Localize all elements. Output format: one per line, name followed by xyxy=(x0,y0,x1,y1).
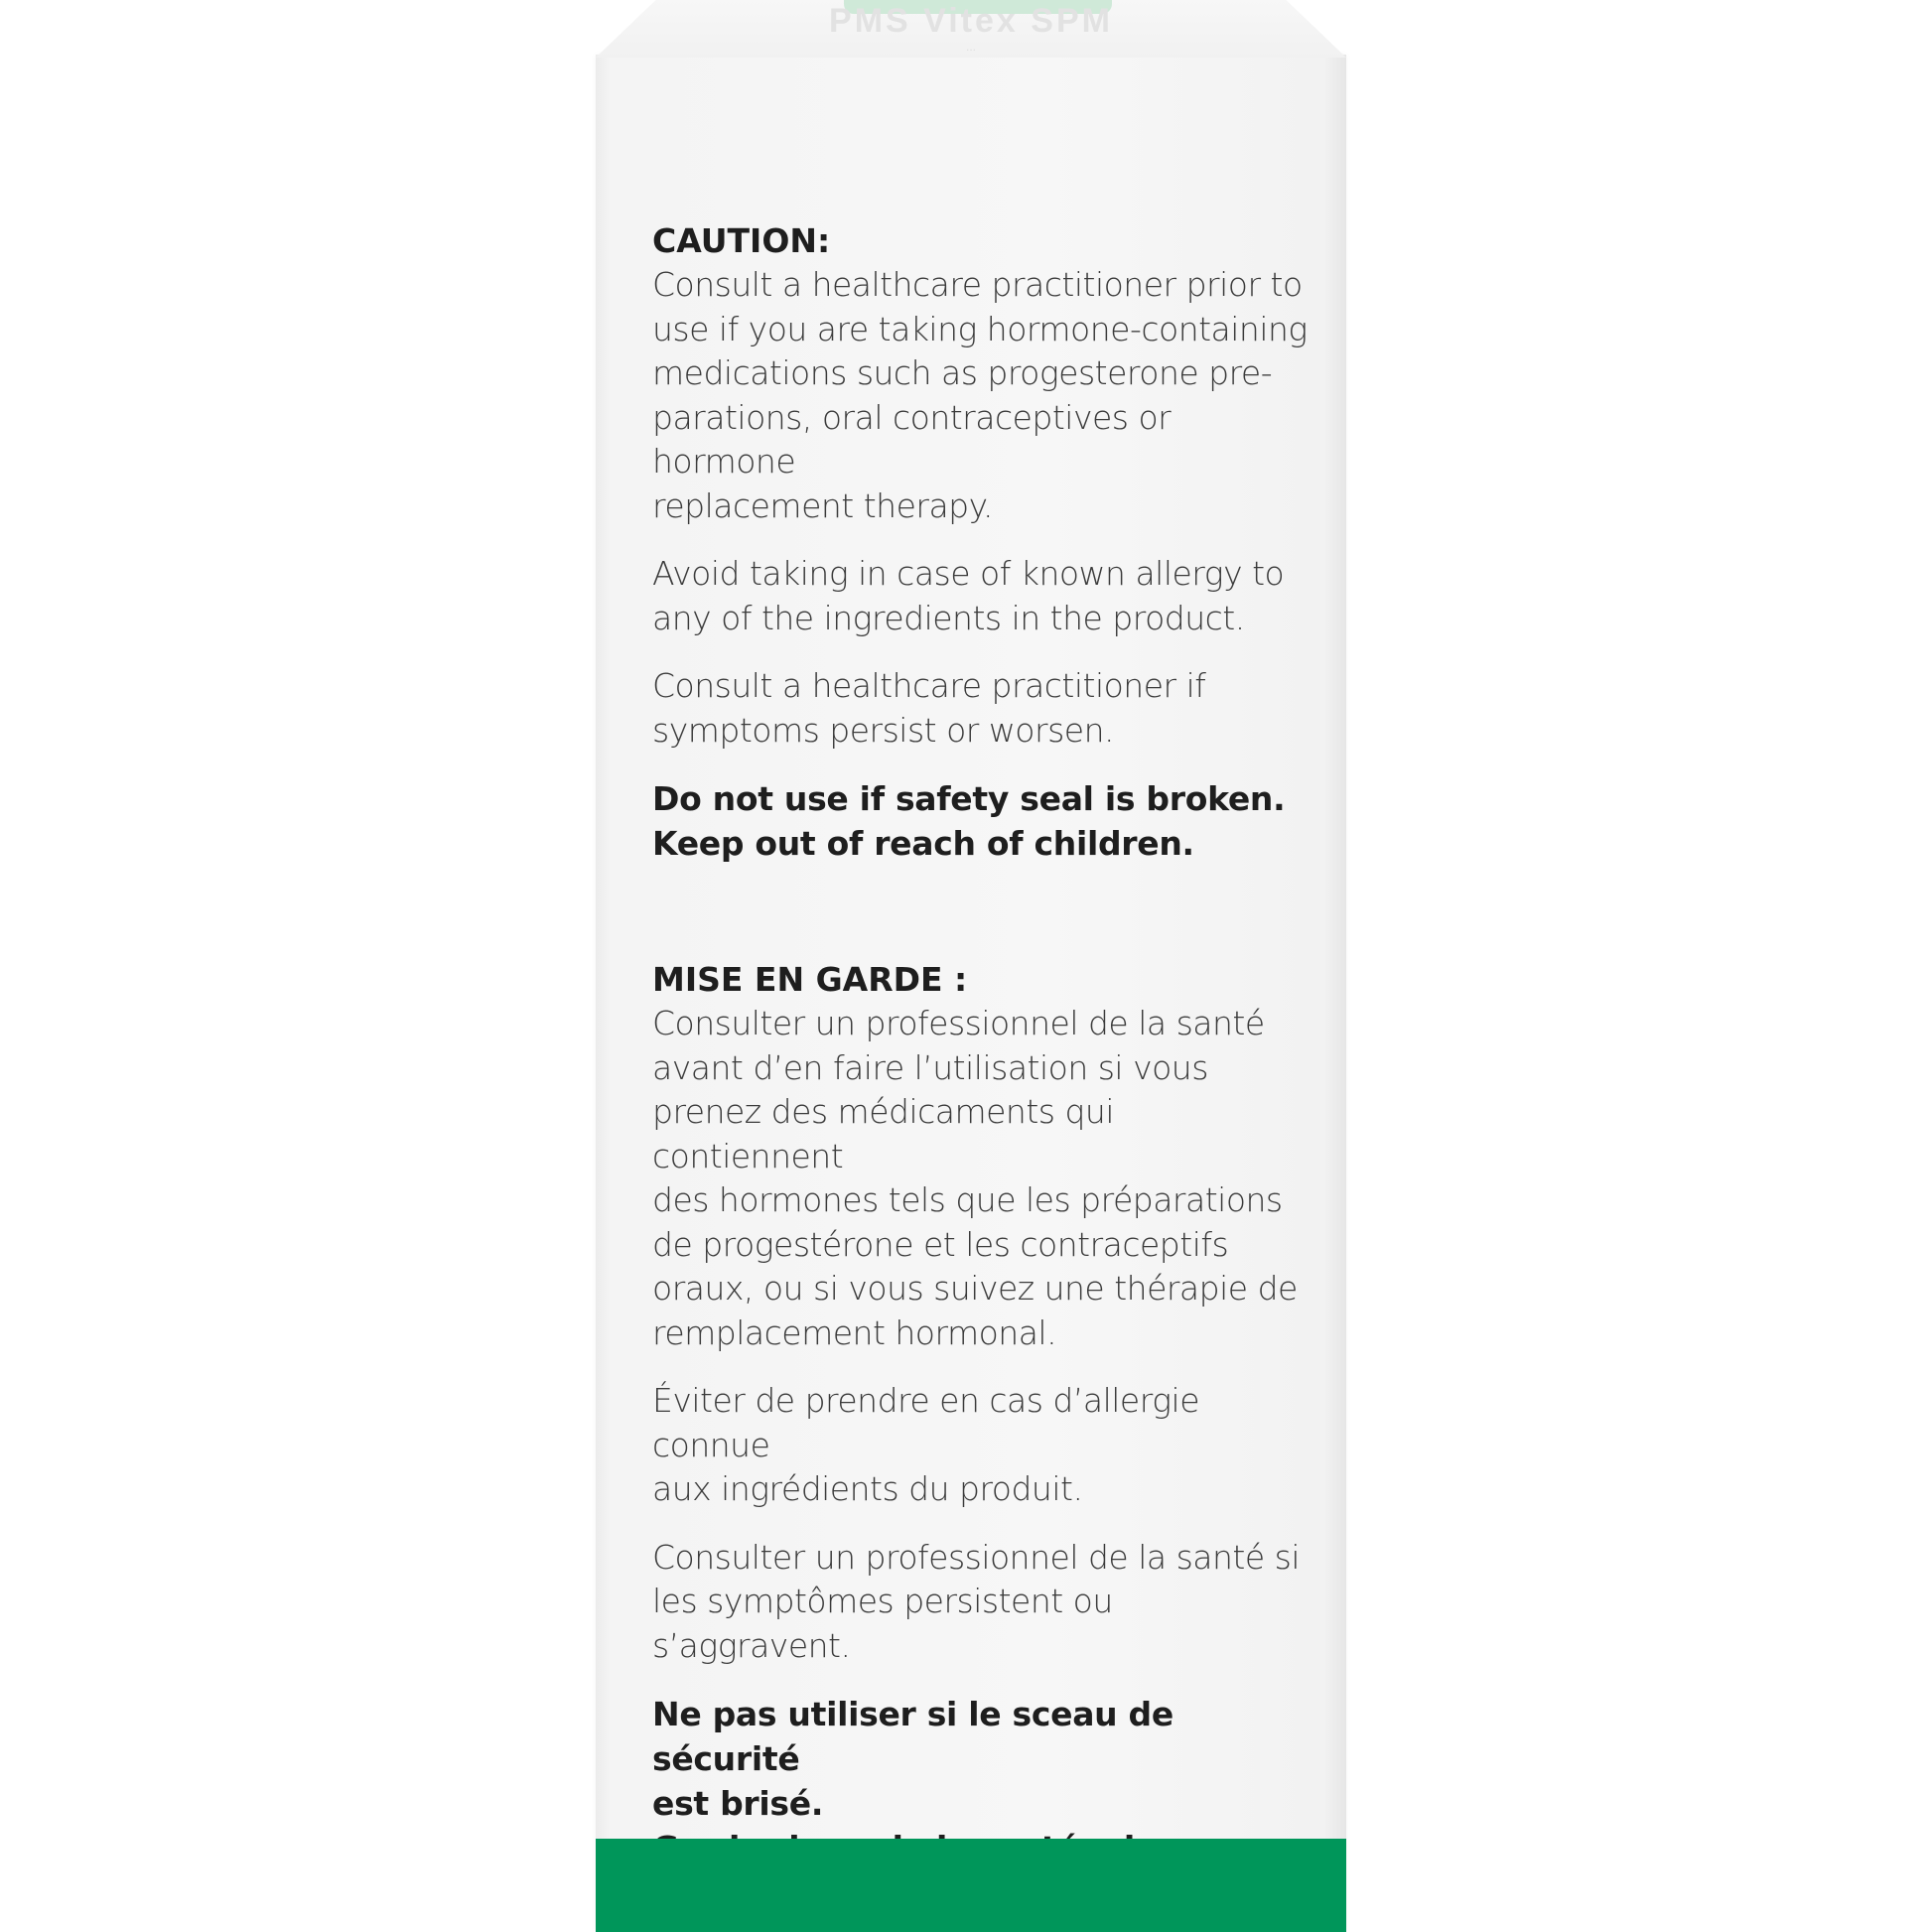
caution-heading: CAUTION: xyxy=(652,221,831,260)
mise-en-garde-paragraph-3: Consulter un professionnel de la santé si les symptômes persistent ou s’aggravent. xyxy=(652,1537,1301,1665)
caution-paragraph-3: Consult a healthcare practitioner if symptoms persist or worsen. xyxy=(652,666,1206,750)
product-name-faded: PMS Vitex SPM xyxy=(829,2,1113,40)
green-bottom-band xyxy=(596,1839,1346,1932)
avertissement-securite: Ne pas utiliser si le sceau de sécurité est brisé. xyxy=(652,1695,1173,1823)
french-section xyxy=(652,957,1308,1915)
english-section xyxy=(652,218,1308,866)
mise-en-garde-paragraph-2: Éviter de prendre en cas d’allergie connue aux ingrédients du produit. xyxy=(652,1381,1199,1508)
mise-en-garde-paragraph-1: Consulter un professionnel de la santé avant d’en faire l’utilisation si vous prenez des médicaments qui contiennent des hormones tels que les préparations de progestérone et les contraceptifs oraux, ou si vous suivez une thérapie de remplacement hormonal. xyxy=(652,1004,1298,1352)
caution-paragraph-1: Consult a healthcare practitioner prior to use if you are taking hormone-containing medications such as progesterone pre- parations, oral contraceptives or hormone replacement therapy. xyxy=(652,265,1308,525)
caution-label xyxy=(652,218,1308,1915)
mise-en-garde-heading: MISE EN GARDE : xyxy=(652,960,968,999)
caution-paragraph-2: Avoid taking in case of known allergy to any of the ingredients in the product. xyxy=(652,554,1285,637)
section-spacer xyxy=(652,866,1308,957)
product-subtitle-faded: ... xyxy=(965,40,976,54)
safety-warning: Do not use if safety seal is broken. Keep out of reach of children. xyxy=(652,779,1286,863)
